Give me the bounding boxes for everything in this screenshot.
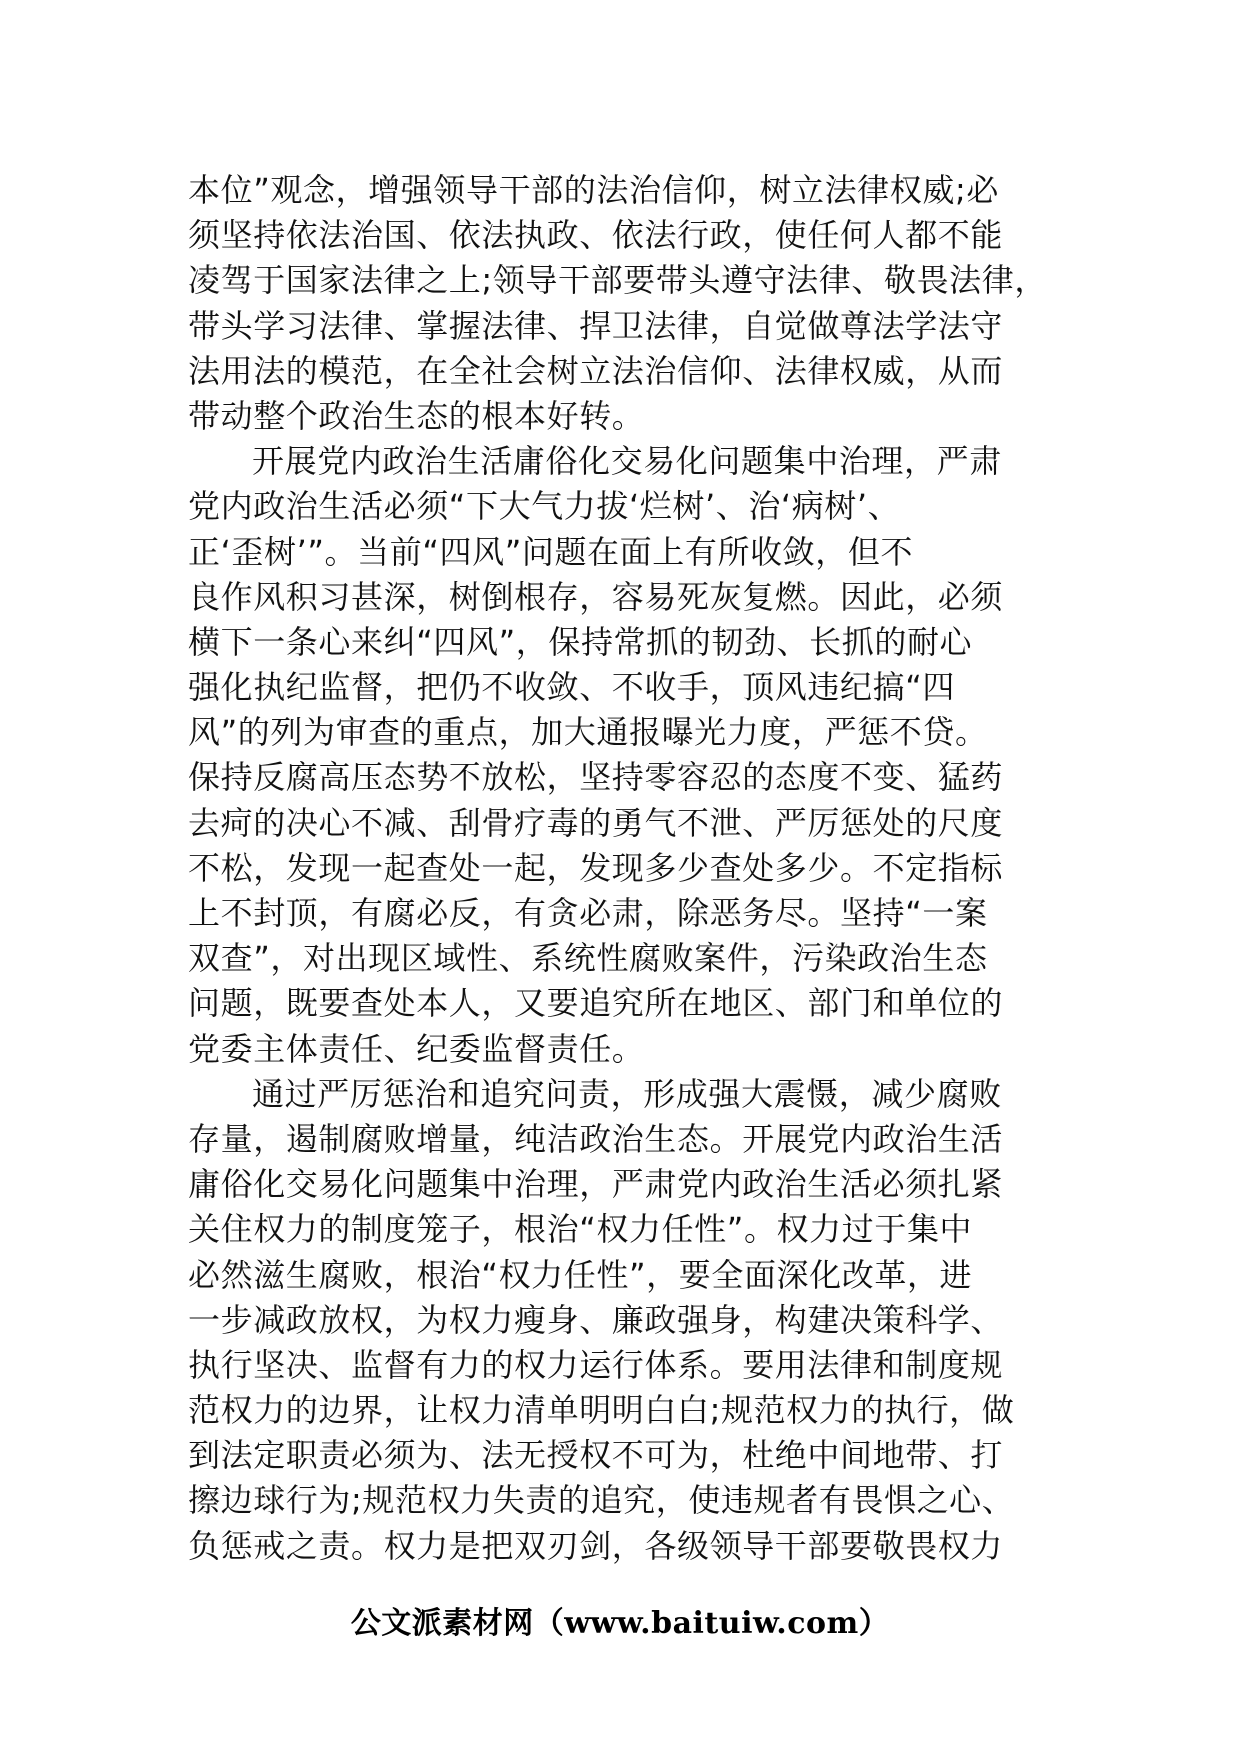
text-line: 保持反腐高压态势不放松，坚持零容忍的态度不变、猛药 (188, 758, 1004, 797)
body-text (188, 168, 1056, 1569)
text-line: 存量，遏制腐败增量，纯洁政治生态。开展党内政治生活 (188, 1119, 1004, 1158)
text-line: 党内政治生活必须“下大气力拔‘烂树’、治‘病树’、 (188, 487, 901, 526)
text-line: 须坚持依法治国、依法执政、依法行政，使任何人都不能 (188, 216, 1004, 255)
text-line: 必然滋生腐败，根治“权力任性”，要全面深化改革，进 (188, 1255, 973, 1294)
text-line: 关住权力的制度笼子，根治“权力任性”。权力过于集中 (188, 1210, 973, 1249)
text-line: 去疴的决心不减、刮骨疗毒的勇气不泄、严厉惩处的尺度 (188, 803, 1004, 842)
paragraph-first-line: 通过严厉惩治和追究问责，形成强大震慑，减少腐败 (252, 1074, 1002, 1113)
text-line: 带头学习法律、掌握法律、捍卫法律，自觉做尊法学法守 (188, 306, 1004, 345)
page-footer: 公文派素材网（www.baituiw.com） (350, 1606, 890, 1641)
text-line: 带动整个政治生态的根本好转。 (188, 396, 645, 435)
text-line: 法用法的模范，在全社会树立法治信仰、法律权威，从而 (188, 351, 1004, 390)
text-line: 上不封顶，有腐必反，有贪必肃，除恶务尽。坚持“一案 (188, 894, 988, 932)
text-line: 负惩戒之责。权力是把双刃剑，各级领导干部要敬畏权力 (188, 1526, 1004, 1565)
text-line: 强化执纪监督，把仍不收敛、不收手，顶风违纪搞“四 (188, 668, 955, 707)
paragraph-first-line: 开展党内政治生活庸俗化交易化问题集中治理，严肃 (252, 442, 1002, 481)
text-line: 执行坚决、监督有力的权力运行体系。要用法律和制度规 (188, 1345, 1004, 1384)
text-line: 问题，既要查处本人，又要追究所在地区、部门和单位的 (188, 984, 1004, 1023)
text-line: 庸俗化交易化问题集中治理，严肃党内政治生活必须扎紧 (188, 1165, 1004, 1204)
text-line: 不松，发现一起查处一起，发现多少查处多少。不定指标 (188, 848, 1004, 887)
text-line: 凌驾于国家法律之上;领导干部要带头遵守法律、敬畏法律， (188, 261, 1047, 300)
text-line: 正‘歪树’”。当前“四风”问题在面上有所收敛，但不 (188, 532, 914, 571)
text-line: 擦边球行为;规范权力失责的追究，使违规者有畏惧之心、 (188, 1481, 1015, 1520)
text-line: 风”的列为审查的重点，加大通报曝光力度，严惩不贷。 (188, 713, 988, 752)
text-line: 一步减政放权，为权力瘦身、廉政强身，构建决策科学、 (188, 1300, 1004, 1339)
text-line: 良作风积习甚深，树倒根存，容易死灰复燃。因此，必须 (188, 577, 1004, 616)
text-line: 到法定职责必须为、法无授权不可为，杜绝中间地带、打 (188, 1436, 1004, 1475)
text-line: 双查”，对出现区域性、系统性腐败案件，污染政治生态 (188, 939, 988, 978)
text-line: 本位”观念，增强领导干部的法治信仰，树立法律权威;必 (188, 171, 999, 209)
text-line: 横下一条心来纠“四风”，保持常抓的韧劲、长抓的耐心 (188, 622, 973, 661)
text-line: 党委主体责任、纪委监督责任。 (188, 1029, 645, 1068)
text-line: 范权力的边界，让权力清单明明白白;规范权力的执行，做 (188, 1391, 1015, 1430)
